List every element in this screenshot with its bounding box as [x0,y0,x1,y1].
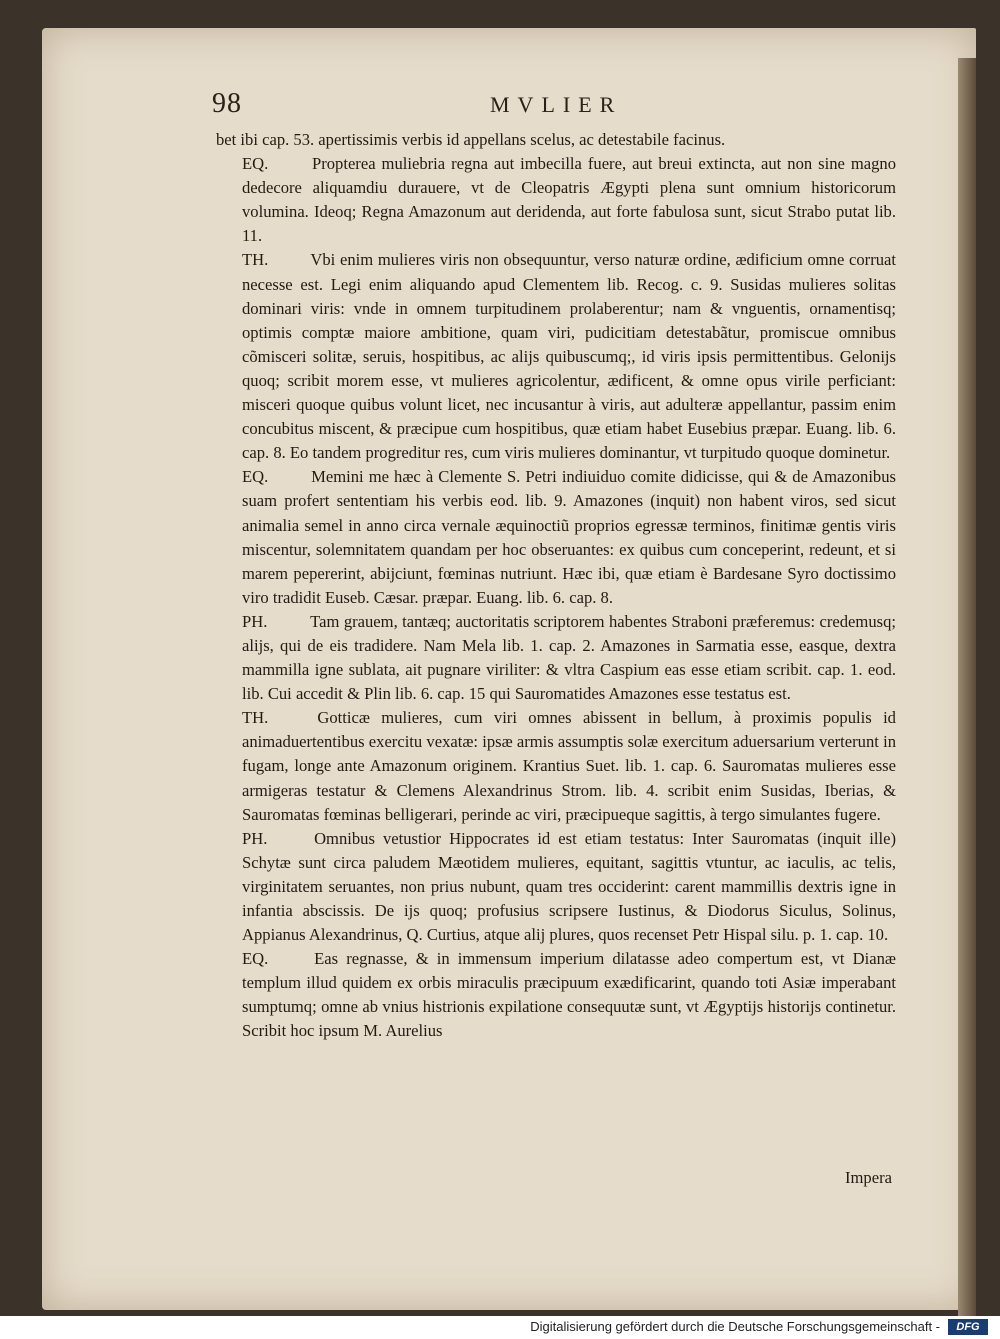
speaker-label: PH. [242,611,268,631]
speaker-label: PH. [242,828,268,848]
body-text [216,128,896,1044]
paragraph [216,152,896,248]
speaker-label: EQ. [242,949,269,969]
paragraph-text: Omnibus vetustior Hippocrates id est etiam testatus: Inter Sauromatas (inquit ille) Schytæ sunt circa paludem Mæotidem mulieres, equitant, sagittis vtuntur, ac iaculis, ac telis, virginitatem seruantes, non prius nubunt, quam tres occiderint: carent mammillis dextris igne in infantia abscissis. De ijs quoq; profusius scripsere Iustinus, & Diodorus Siculus, Solinus, Appianus Alexandrinus, Q. Curtius, atque alij plures, quos recenset Petr Hispal silu. p. 1. cap. 10. [242,828,896,945]
speaker-label: EQ. [242,467,269,487]
page-edge [958,58,976,1338]
paragraph [216,610,896,706]
digitization-footer [0,1316,1000,1339]
paragraph-text: Propterea muliebria regna aut imbecilla fuere, aut breui extincta, aut non sine magno dedecore aliquamdiu durauere, vt de Cleopatris Ægypti plena sunt omnium historicorum volumina. Ideoq; Regna Amazonum aut deridenda, aut forte fabulosa sunt, sicut Strabo putat lib. 11. [242,154,896,246]
page-header [212,88,912,128]
running-title: MVLIER [490,92,623,117]
paragraph-text: Tam grauem, tantæq; auctoritatis scriptorem habentes Straboni præferemus: credemusq; alijs, qui de eis tradidere. Nam Mela lib. 1. cap. 2. Amazones in Sarmatia esse, easque, dextra mammilla igne sublata, ait pugnare viriliter: & vltra Caspium eas esse etiam scribit. cap. 1. eod. lib. Cui accedit & Plin lib. 6. cap. 15 qui Sauromatides Amazones esse testatus est. [242,611,896,704]
speaker-label: EQ. [242,154,269,174]
footer-credit: Digitalisierung gefördert durch die Deutsche Forschungsgemeinschaft - [530,1319,940,1334]
page-number: 98 [212,88,242,119]
paragraph [216,128,896,152]
paragraph [216,827,896,947]
speaker-label: TH. [242,708,269,728]
dfg-logo-icon: DFG [948,1319,988,1335]
catchword: Impera [845,1168,892,1187]
paragraph-text: Eas regnasse, & in immensum imperium dilatasse adeo compertum est, vt Dianæ templum illud quidem ex orbis miraculis præcipuum exædificarint, quando toti Asiæ imperabant sumptumq; omne ab vnius histrionis expilatione consequutæ sunt, vt Ægyptijs historijs continetur. Scribit hoc ipsum M. Aurelius [242,949,896,1041]
speaker-label: TH. [242,250,269,270]
paragraph-text: Memini me hæc à Clemente S. Petri indiuiduo comite didicisse, qui & de Amazonibus suam profert sententiam his verbis eod. lib. 9. Amazones (inquit) non habent viros, sed sicut animalia semel in anno circa vernale æquinoctiũ proprios egressæ terminos, finitimæ gentis viris miscentur, solemnitatem quandam per hoc obseruantes: ex quibus cum conceperint, redeunt, et si marem pepererint, abijciunt, fœminas nutriunt. Hæc ibi, quæ etiam è Bardesane Syro doctissimo viro tradidit Euseb. Cæsar. præpar. Euang. lib. 6. cap. 8. [242,467,896,607]
paragraph [216,248,896,465]
paragraph [216,465,896,610]
paragraph-text: bet ibi cap. 53. apertissimis verbis id appellans scelus, ac detestabile facinus. [216,130,726,149]
paragraph [216,706,896,826]
paragraph [216,947,896,1043]
paragraph-text: Gotticæ mulieres, cum viri omnes abissent in bellum, à proximis populis id animaduertentibus exercitu vexatæ: ipsæ armis assumptis solæ exercitum aduersarium verterunt in fugam, longe ante Amazonum originem. Krantius Suet. lib. 1. cap. 6. Sauromatas mulieres esse armigeras testatur & Clemens Alexandrinus Strom. lib. 4. scribit enim Susidas, Iberias, & Sauromatas fœminas belligerari, perinde ac viri, præcipueque sagittis, à tergo simulantes fugere. [242,708,896,824]
paragraph-text: Vbi enim mulieres viris non obsequuntur, verso naturæ ordine, ædificium omne corruat necesse est. Legi enim aliquando apud Clementem lib. Recog. c. 9. Susidas mulieres solitas dominari viris: vnde in omnem turpitudinem prolaberentur; nam & vnguentis, ornamentisq; optimis comptæ maiore ambitione, quam viri, pudicitiam detestabãtur, promiscue omnibus cõmisceri solitæ, seruis, hospitibus, ac alijs quibuscumq;, id viris ipsis permittentibus. Gelonijs quoq; scribit morem esse, vt mulieres agricolentur, ædificent, & omne opus virile perficiant: misceri quoque quibus volunt licet, nec incusantur à viris, aut adulteræ appellantur, passim enim concubitus miscent, & præcipue cum hospitibus, quæ etiam habet Eusebius præpar. Euang. lib. 6. cap. 8. Eo tandem progreditur res, cum viris mulieres dominantur, vt turpitudo quoque dominetur. [242,250,896,463]
